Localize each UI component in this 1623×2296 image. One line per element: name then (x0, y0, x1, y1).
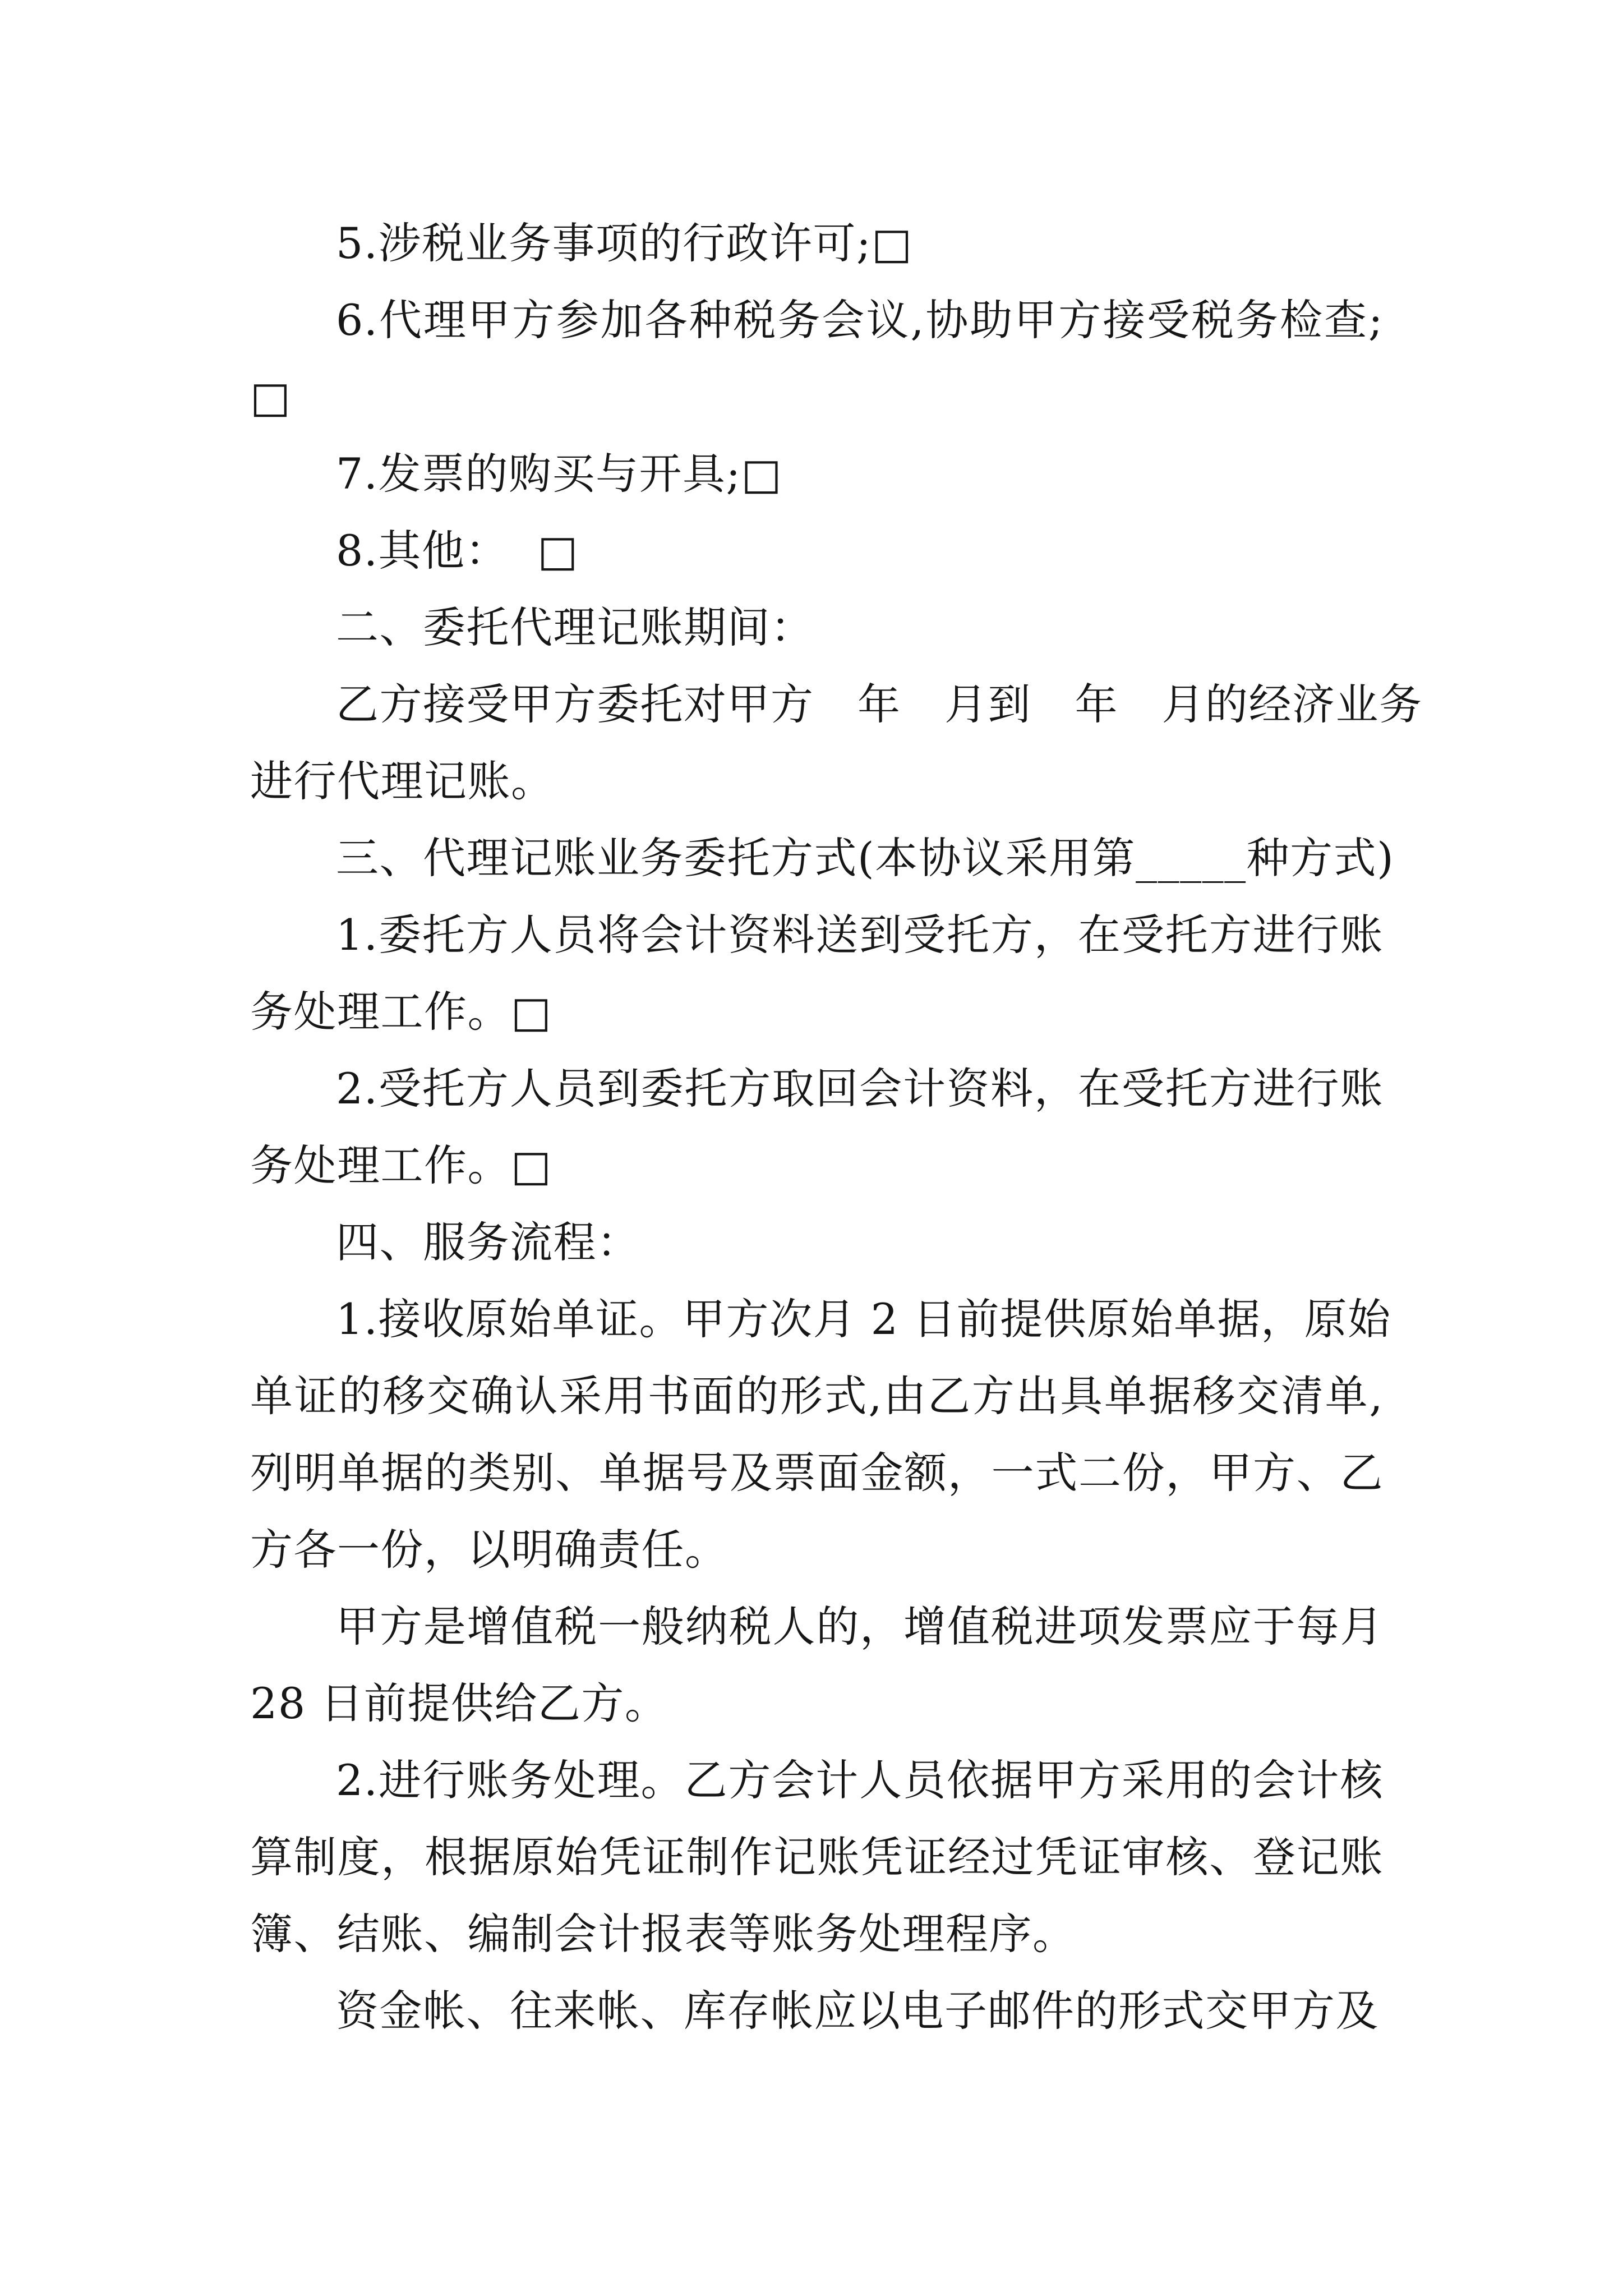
text-line: 算制度，根据原始凭证制作记账凭证经过凭证审核、登记账 (250, 1832, 1384, 1882)
text-line: 进行代理记账。 (250, 756, 555, 806)
paragraph-item-6 (250, 282, 1384, 435)
text-line: 四、服务流程： (336, 1217, 640, 1267)
paragraph-process-1 (250, 1281, 1391, 1588)
text-line: 28 日前提供给乙方。 (250, 1678, 668, 1728)
paragraph-item-5 (250, 205, 1384, 282)
paragraph-vat-note (250, 1588, 1384, 1742)
paragraph-process-2 (250, 1742, 1384, 1972)
text-line: 8.其他： □ (336, 526, 579, 576)
text-line: 三、代理记账业务委托方式(本协议采用第_____种方式) (336, 833, 1395, 883)
paragraph-period (250, 666, 1423, 820)
section-heading-3 (250, 820, 1395, 896)
paragraph-item-7 (250, 435, 1384, 512)
text-line: 2.受托方人员到委托方取回会计资料，在受托方进行账 (336, 1064, 1384, 1114)
text-line: 方各一份，以明确责任。 (250, 1525, 728, 1575)
text-line: 簿、结账、编制会计报表等账务处理程序。 (250, 1909, 1076, 1959)
text-line: 1.接收原始单证。甲方次月 2 日前提供原始单据，原始 (336, 1294, 1391, 1344)
text-line: 6.代理甲方参加各种税务会议,协助甲方接受税务检查; (336, 295, 1384, 345)
paragraph-method-1 (250, 896, 1384, 1050)
paragraph-item-8 (250, 512, 1384, 589)
text-line: 单证的移交确认采用书面的形式,由乙方出具单据移交清单, (250, 1371, 1384, 1421)
text-line: 5.涉税业务事项的行政许可;□ (336, 218, 913, 268)
text-line: 务处理工作。□ (250, 987, 552, 1037)
paragraph-method-2 (250, 1050, 1384, 1204)
document-body (250, 205, 1423, 2049)
text-line: 2.进行账务处理。乙方会计人员依据甲方采用的会计核 (336, 1755, 1384, 1805)
text-line: 务处理工作。□ (250, 1140, 552, 1190)
text-line: □ (250, 372, 292, 422)
text-line: 1.委托方人员将会计资料送到受托方，在受托方进行账 (336, 910, 1384, 960)
text-line: 二、委托代理记账期间： (336, 602, 814, 652)
text-line: 7.发票的购买与开具;□ (336, 449, 782, 499)
text-line: 乙方接受甲方委托对甲方 年 月到 年 月的经济业务 (336, 679, 1423, 729)
text-line: 资金帐、往来帐、库存帐应以电子邮件的形式交甲方及 (336, 1986, 1379, 2036)
section-heading-2 (250, 589, 1384, 666)
text-line: 甲方是增值税一般纳税人的，增值税进项发票应于每月 (336, 1602, 1384, 1651)
section-heading-4 (250, 1204, 1384, 1281)
paragraph-ledgers (250, 1972, 1384, 2049)
text-line: 列明单据的类别、单据号及票面金额，一式二份，甲方、乙 (250, 1448, 1384, 1498)
